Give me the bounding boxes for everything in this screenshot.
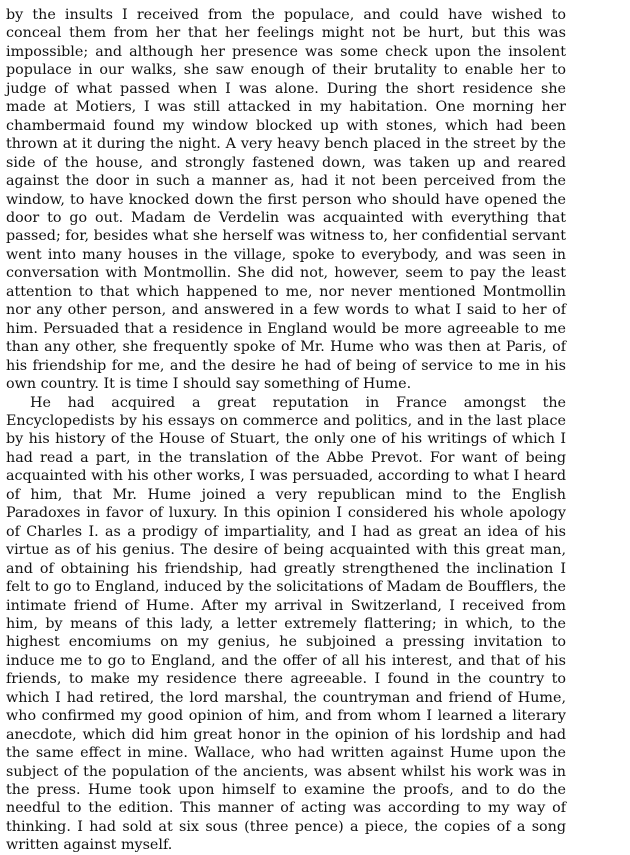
paragraph-2: He had acquired a great reputation in France amongst the Encyclopedists by his essays on commerce and politics, and in the last place by his history of the House of Stuart, the only one of his writings of which I had read a part, in the translation of the Abbe Prevot. For want of being acquainted with his other works, I was persuaded, according to what I heard of him, that Mr. Hume joined a very republican mind to the English Paradoxes in favor of luxury. In this opinion I considered his whole apology of Charles I. as a prodigy of impartiality, and I had as great an idea of his virtue as of his genius. The desire of being acquainted with this great man, and of obtaining his friendship, had greatly strengthened the inclination I felt to go to England, induced by the solicitations of Madam de Boufflers, the intimate friend of Hume. After my arrival in Switzerland, I received from him, by means of this lady, a letter extremely flattering; in which, to the highest encomiums on my genius, he subjoined a pressing invitation to induce me to go to England, and the offer of all his interest, and that of his friends, to make my residence there agreeable. I found in the country to which I had retired, the lord marshal, the countryman and friend of Hume, who confirmed my good opinion of him, and from whom I learned a literary anecdote, which did him great honor in the opinion of his lordship and had the same effect in mine. Wallace, who had written against Hume upon the subject of the population of the ancients, was absent whilst his work was in the press. Hume took upon himself to examine the proofs, and to do the needful to the edition. This manner of acting was according to my way of thinking. I had sold at six sous (three pence) a piece, the copies of a song written against myself. [6, 394, 566, 854]
paragraph-1: by the insults I received from the populace, and could have wished to conceal them from her that her feelings might not be hurt, but this was impossible; and although her presence was some check upon the insolent populace in our walks, she saw enough of their brutality to enable her to judge of what passed when I was alone. During the short residence she made at Motiers, I was still attacked in my habitation. One morning her chambermaid found my window blocked up with stones, which had been thrown at it during the night. A very heavy bench placed in the street by the side of the house, and strongly fastened down, was taken up and reared against the door in such a manner as, had it not been perceived from the window, to have knocked down the first person who should have opened the door to go out. Madam de Verdelin was acquainted with everything that passed; for, besides what she herself was witness to, her confidential servant went into many houses in the village, spoke to everybody, and was seen in conversation with Montmollin. She did not, however, seem to pay the least attention to that which happened to me, nor never mentioned Montmollin nor any other person, and answered in a few words to what I said to her of him. Persuaded that a residence in England would be more agreeable to me than any other, she frequently spoke of Mr. Hume who was then at Paris, of his friendship for me, and the desire he had of being of service to me in his own country. It is time I should say something of Hume. [6, 7, 567, 393]
